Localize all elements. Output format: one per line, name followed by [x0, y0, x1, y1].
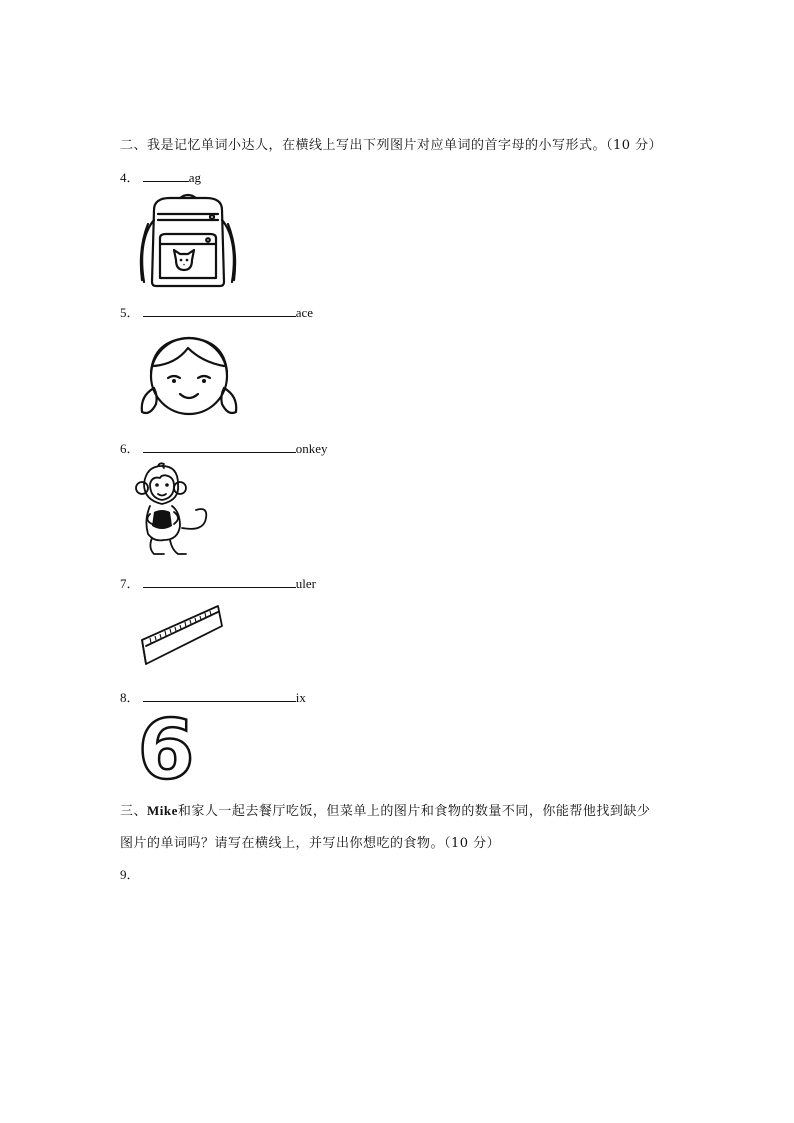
- backpack-icon: [136, 194, 240, 288]
- question-5-suffix: ace: [295, 305, 314, 320]
- question-4-line: [120, 167, 201, 186]
- question-8-answer-blank[interactable]: [143, 690, 296, 702]
- girl-face-icon: [136, 330, 242, 422]
- monkey-icon: [134, 462, 210, 560]
- question-6-suffix: onkey: [295, 441, 328, 456]
- question-8-number: 8．: [120, 690, 140, 705]
- question-5-number: 5．: [120, 305, 140, 320]
- number-six-icon: [136, 703, 196, 798]
- question-7-suffix: uler: [295, 576, 316, 591]
- question-6-line: [120, 438, 328, 457]
- question-7-number: 7．: [120, 576, 140, 591]
- question-7-answer-blank[interactable]: [143, 576, 296, 588]
- section-2-heading: 二、我是记忆单词小达人，在横线上写出下列图片对应单词的首字母的小写形式。（10 分）: [120, 138, 663, 153]
- six-glyph: 6: [137, 703, 195, 798]
- question-6-number: 6．: [120, 441, 140, 456]
- section-3-heading-line-1: 三、Mike和家人一起去餐厅吃饭，但菜单上的图片和食物的数量不同，你能帮他找到缺少: [120, 803, 651, 819]
- question-5-line: [120, 302, 313, 321]
- question-7-line: [120, 573, 316, 592]
- question-8-suffix: ix: [295, 690, 306, 705]
- question-5-answer-blank[interactable]: [143, 305, 296, 317]
- section-3-heading-line-2: 图片的单词吗？请写在横线上，并写出你想吃的食物。（10 分）: [120, 836, 501, 851]
- question-9-number: 9．: [120, 867, 140, 882]
- question-4-number: 4．: [120, 170, 140, 185]
- ruler-icon: [138, 600, 224, 670]
- question-6-answer-blank[interactable]: [143, 441, 296, 453]
- question-4-answer-blank[interactable]: [143, 170, 189, 182]
- question-4-suffix: ag: [188, 170, 202, 185]
